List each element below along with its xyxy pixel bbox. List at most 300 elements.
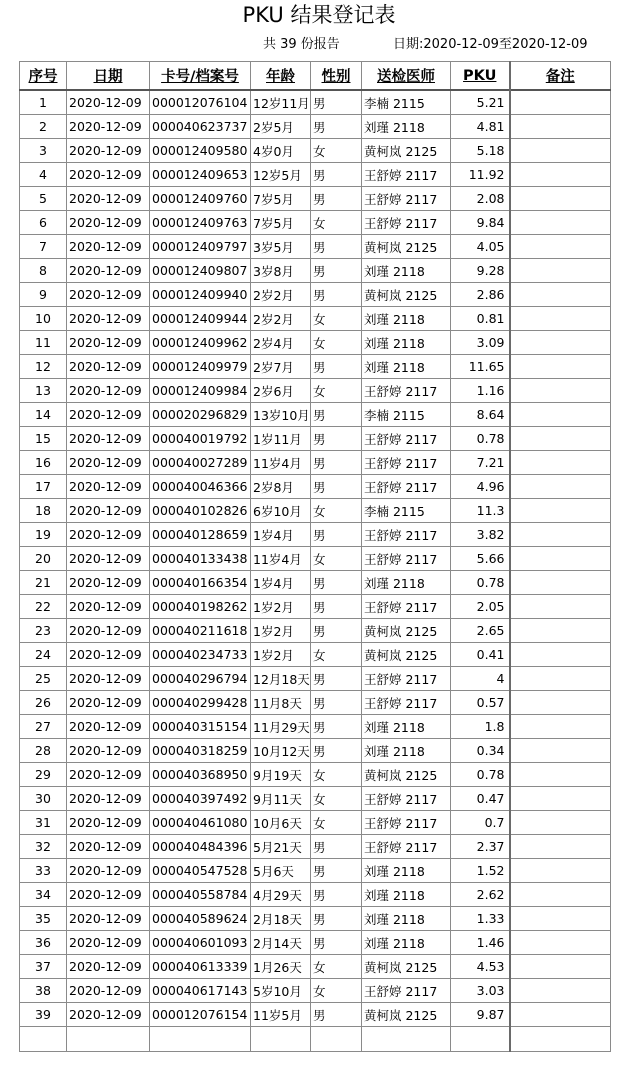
cell-remark bbox=[510, 211, 611, 235]
header-cell: 日期 bbox=[67, 62, 150, 91]
table-row bbox=[20, 235, 611, 259]
cell-doctor: 刘瑾 2118 bbox=[362, 115, 451, 139]
cell-card-number: 000012409944 bbox=[150, 307, 251, 331]
cell-index: 15 bbox=[20, 427, 67, 451]
cell-sex: 女 bbox=[311, 139, 362, 163]
cell-remark bbox=[510, 331, 611, 355]
cell-index: 23 bbox=[20, 619, 67, 643]
cell-age: 12岁5月 bbox=[251, 163, 311, 187]
cell-card-number: 000012409979 bbox=[150, 355, 251, 379]
cell-date: 2020-12-09 bbox=[67, 90, 150, 115]
cell-age: 1岁2月 bbox=[251, 619, 311, 643]
cell-age: 2岁7月 bbox=[251, 355, 311, 379]
cell-index: 29 bbox=[20, 763, 67, 787]
cell-doctor: 王舒婷 2117 bbox=[362, 787, 451, 811]
table-row bbox=[20, 547, 611, 571]
cell-pku: 9.28 bbox=[451, 259, 510, 283]
cell-card-number: 000012409984 bbox=[150, 379, 251, 403]
cell-index: 36 bbox=[20, 931, 67, 955]
cell-date: 2020-12-09 bbox=[67, 739, 150, 763]
cell-doctor: 刘瑾 2118 bbox=[362, 571, 451, 595]
cell-date: 2020-12-09 bbox=[67, 355, 150, 379]
empty-cell bbox=[362, 1027, 451, 1052]
cell-card-number: 000040133438 bbox=[150, 547, 251, 571]
empty-row bbox=[20, 1027, 611, 1052]
cell-sex: 男 bbox=[311, 115, 362, 139]
cell-date: 2020-12-09 bbox=[67, 451, 150, 475]
cell-card-number: 000040318259 bbox=[150, 739, 251, 763]
empty-cell bbox=[451, 1027, 510, 1052]
cell-age: 5月6天 bbox=[251, 859, 311, 883]
cell-card-number: 000040617143 bbox=[150, 979, 251, 1003]
cell-pku: 0.78 bbox=[451, 427, 510, 451]
cell-sex: 女 bbox=[311, 955, 362, 979]
cell-remark bbox=[510, 691, 611, 715]
cell-index: 28 bbox=[20, 739, 67, 763]
table-row bbox=[20, 259, 611, 283]
cell-remark bbox=[510, 955, 611, 979]
cell-pku: 2.37 bbox=[451, 835, 510, 859]
cell-age: 6岁10月 bbox=[251, 499, 311, 523]
cell-index: 39 bbox=[20, 1003, 67, 1027]
cell-index: 32 bbox=[20, 835, 67, 859]
cell-sex: 男 bbox=[311, 691, 362, 715]
cell-card-number: 000040296794 bbox=[150, 667, 251, 691]
cell-index: 16 bbox=[20, 451, 67, 475]
table-row bbox=[20, 667, 611, 691]
cell-sex: 男 bbox=[311, 739, 362, 763]
cell-remark bbox=[510, 835, 611, 859]
cell-pku: 0.7 bbox=[451, 811, 510, 835]
cell-pku: 5.66 bbox=[451, 547, 510, 571]
cell-date: 2020-12-09 bbox=[67, 955, 150, 979]
table-row bbox=[20, 835, 611, 859]
cell-index: 8 bbox=[20, 259, 67, 283]
cell-doctor: 刘瑾 2118 bbox=[362, 859, 451, 883]
cell-remark bbox=[510, 715, 611, 739]
cell-age: 11月8天 bbox=[251, 691, 311, 715]
cell-remark bbox=[510, 859, 611, 883]
cell-doctor: 李楠 2115 bbox=[362, 90, 451, 115]
cell-date: 2020-12-09 bbox=[67, 547, 150, 571]
cell-pku: 5.21 bbox=[451, 90, 510, 115]
cell-index: 22 bbox=[20, 595, 67, 619]
cell-card-number: 000012409760 bbox=[150, 187, 251, 211]
cell-sex: 男 bbox=[311, 523, 362, 547]
cell-pku: 1.8 bbox=[451, 715, 510, 739]
table-row bbox=[20, 595, 611, 619]
cell-age: 1岁4月 bbox=[251, 571, 311, 595]
cell-index: 12 bbox=[20, 355, 67, 379]
cell-age: 4月29天 bbox=[251, 883, 311, 907]
cell-remark bbox=[510, 90, 611, 115]
cell-pku: 2.08 bbox=[451, 187, 510, 211]
table-row bbox=[20, 571, 611, 595]
cell-date: 2020-12-09 bbox=[67, 307, 150, 331]
cell-card-number: 000040315154 bbox=[150, 715, 251, 739]
table-row bbox=[20, 715, 611, 739]
cell-pku: 0.78 bbox=[451, 571, 510, 595]
cell-remark bbox=[510, 931, 611, 955]
cell-card-number: 000012409763 bbox=[150, 211, 251, 235]
cell-sex: 男 bbox=[311, 427, 362, 451]
table-row bbox=[20, 955, 611, 979]
cell-doctor: 黄柯岚 2125 bbox=[362, 139, 451, 163]
cell-card-number: 000040589624 bbox=[150, 907, 251, 931]
cell-sex: 女 bbox=[311, 331, 362, 355]
cell-sex: 男 bbox=[311, 715, 362, 739]
empty-cell bbox=[150, 1027, 251, 1052]
cell-date: 2020-12-09 bbox=[67, 259, 150, 283]
cell-index: 26 bbox=[20, 691, 67, 715]
table-row bbox=[20, 163, 611, 187]
cell-pku: 11.65 bbox=[451, 355, 510, 379]
cell-card-number: 000040046366 bbox=[150, 475, 251, 499]
cell-age: 3岁5月 bbox=[251, 235, 311, 259]
cell-pku: 3.82 bbox=[451, 523, 510, 547]
cell-date: 2020-12-09 bbox=[67, 115, 150, 139]
table-row bbox=[20, 307, 611, 331]
cell-remark bbox=[510, 115, 611, 139]
cell-remark bbox=[510, 523, 611, 547]
cell-remark bbox=[510, 475, 611, 499]
cell-index: 6 bbox=[20, 211, 67, 235]
cell-sex: 男 bbox=[311, 667, 362, 691]
cell-card-number: 000040601093 bbox=[150, 931, 251, 955]
cell-remark bbox=[510, 571, 611, 595]
cell-card-number: 000012409653 bbox=[150, 163, 251, 187]
cell-index: 38 bbox=[20, 979, 67, 1003]
report-count: 共 39 份报告 bbox=[263, 37, 340, 52]
cell-date: 2020-12-09 bbox=[67, 979, 150, 1003]
table-row bbox=[20, 403, 611, 427]
cell-date: 2020-12-09 bbox=[67, 499, 150, 523]
table-row bbox=[20, 115, 611, 139]
cell-remark bbox=[510, 451, 611, 475]
cell-remark bbox=[510, 283, 611, 307]
cell-date: 2020-12-09 bbox=[67, 1003, 150, 1027]
cell-doctor: 王舒婷 2117 bbox=[362, 979, 451, 1003]
cell-pku: 5.18 bbox=[451, 139, 510, 163]
table-body bbox=[20, 90, 611, 1052]
cell-remark bbox=[510, 979, 611, 1003]
cell-remark bbox=[510, 643, 611, 667]
cell-card-number: 000040166354 bbox=[150, 571, 251, 595]
cell-sex: 男 bbox=[311, 835, 362, 859]
cell-age: 1岁2月 bbox=[251, 643, 311, 667]
cell-pku: 0.81 bbox=[451, 307, 510, 331]
cell-age: 2岁8月 bbox=[251, 475, 311, 499]
cell-doctor: 王舒婷 2117 bbox=[362, 547, 451, 571]
cell-age: 9月11天 bbox=[251, 787, 311, 811]
cell-pku: 2.65 bbox=[451, 619, 510, 643]
cell-pku: 8.64 bbox=[451, 403, 510, 427]
cell-index: 33 bbox=[20, 859, 67, 883]
cell-sex: 女 bbox=[311, 379, 362, 403]
cell-index: 4 bbox=[20, 163, 67, 187]
cell-date: 2020-12-09 bbox=[67, 427, 150, 451]
cell-doctor: 黄柯岚 2125 bbox=[362, 643, 451, 667]
cell-sex: 女 bbox=[311, 307, 362, 331]
cell-doctor: 刘瑾 2118 bbox=[362, 715, 451, 739]
cell-doctor: 王舒婷 2117 bbox=[362, 451, 451, 475]
table-row bbox=[20, 283, 611, 307]
results-table bbox=[19, 61, 611, 1052]
cell-index: 18 bbox=[20, 499, 67, 523]
cell-remark bbox=[510, 667, 611, 691]
table-row bbox=[20, 523, 611, 547]
cell-doctor: 王舒婷 2117 bbox=[362, 427, 451, 451]
cell-doctor: 刘瑾 2118 bbox=[362, 259, 451, 283]
cell-index: 1 bbox=[20, 90, 67, 115]
cell-sex: 男 bbox=[311, 235, 362, 259]
cell-remark bbox=[510, 595, 611, 619]
cell-date: 2020-12-09 bbox=[67, 691, 150, 715]
cell-doctor: 王舒婷 2117 bbox=[362, 667, 451, 691]
table-row bbox=[20, 475, 611, 499]
table-row bbox=[20, 427, 611, 451]
cell-pku: 1.33 bbox=[451, 907, 510, 931]
cell-doctor: 王舒婷 2117 bbox=[362, 379, 451, 403]
cell-sex: 男 bbox=[311, 355, 362, 379]
table-row bbox=[20, 331, 611, 355]
cell-age: 10月6天 bbox=[251, 811, 311, 835]
cell-index: 2 bbox=[20, 115, 67, 139]
cell-pku: 0.47 bbox=[451, 787, 510, 811]
cell-sex: 男 bbox=[311, 571, 362, 595]
cell-date: 2020-12-09 bbox=[67, 619, 150, 643]
cell-sex: 女 bbox=[311, 499, 362, 523]
cell-sex: 男 bbox=[311, 163, 362, 187]
cell-doctor: 王舒婷 2117 bbox=[362, 475, 451, 499]
cell-sex: 女 bbox=[311, 811, 362, 835]
cell-date: 2020-12-09 bbox=[67, 811, 150, 835]
cell-index: 9 bbox=[20, 283, 67, 307]
cell-remark bbox=[510, 403, 611, 427]
report-title: PKU 结果登记表 bbox=[242, 3, 396, 27]
cell-index: 5 bbox=[20, 187, 67, 211]
cell-remark bbox=[510, 499, 611, 523]
cell-doctor: 黄柯岚 2125 bbox=[362, 283, 451, 307]
cell-age: 11岁4月 bbox=[251, 451, 311, 475]
cell-remark bbox=[510, 427, 611, 451]
cell-date: 2020-12-09 bbox=[67, 163, 150, 187]
cell-age: 2岁5月 bbox=[251, 115, 311, 139]
cell-doctor: 王舒婷 2117 bbox=[362, 523, 451, 547]
table-row bbox=[20, 979, 611, 1003]
cell-remark bbox=[510, 259, 611, 283]
cell-age: 1月26天 bbox=[251, 955, 311, 979]
cell-doctor: 刘瑾 2118 bbox=[362, 883, 451, 907]
cell-date: 2020-12-09 bbox=[67, 235, 150, 259]
cell-card-number: 000040613339 bbox=[150, 955, 251, 979]
cell-doctor: 李楠 2115 bbox=[362, 499, 451, 523]
cell-card-number: 000040102826 bbox=[150, 499, 251, 523]
cell-remark bbox=[510, 811, 611, 835]
cell-age: 2月18天 bbox=[251, 907, 311, 931]
empty-cell bbox=[20, 1027, 67, 1052]
cell-pku: 11.92 bbox=[451, 163, 510, 187]
cell-card-number: 000012076104 bbox=[150, 90, 251, 115]
cell-doctor: 王舒婷 2117 bbox=[362, 211, 451, 235]
cell-doctor: 黄柯岚 2125 bbox=[362, 1003, 451, 1027]
cell-date: 2020-12-09 bbox=[67, 475, 150, 499]
cell-pku: 1.46 bbox=[451, 931, 510, 955]
cell-doctor: 李楠 2115 bbox=[362, 403, 451, 427]
cell-age: 2岁6月 bbox=[251, 379, 311, 403]
cell-age: 12岁11月 bbox=[251, 90, 311, 115]
cell-sex: 男 bbox=[311, 475, 362, 499]
cell-date: 2020-12-09 bbox=[67, 283, 150, 307]
cell-age: 11岁5月 bbox=[251, 1003, 311, 1027]
cell-date: 2020-12-09 bbox=[67, 787, 150, 811]
cell-sex: 男 bbox=[311, 931, 362, 955]
cell-date: 2020-12-09 bbox=[67, 907, 150, 931]
cell-sex: 男 bbox=[311, 883, 362, 907]
cell-date: 2020-12-09 bbox=[67, 211, 150, 235]
cell-card-number: 000012409807 bbox=[150, 259, 251, 283]
cell-doctor: 王舒婷 2117 bbox=[362, 835, 451, 859]
cell-remark bbox=[510, 187, 611, 211]
cell-sex: 女 bbox=[311, 643, 362, 667]
header-cell: 送检医师 bbox=[362, 62, 451, 91]
cell-index: 20 bbox=[20, 547, 67, 571]
cell-pku: 0.57 bbox=[451, 691, 510, 715]
header-cell: 性别 bbox=[311, 62, 362, 91]
cell-index: 17 bbox=[20, 475, 67, 499]
cell-card-number: 000040128659 bbox=[150, 523, 251, 547]
cell-doctor: 黄柯岚 2125 bbox=[362, 763, 451, 787]
cell-index: 25 bbox=[20, 667, 67, 691]
cell-index: 24 bbox=[20, 643, 67, 667]
cell-remark bbox=[510, 547, 611, 571]
cell-index: 13 bbox=[20, 379, 67, 403]
cell-remark bbox=[510, 787, 611, 811]
cell-card-number: 000012409940 bbox=[150, 283, 251, 307]
table-row bbox=[20, 619, 611, 643]
cell-pku: 11.3 bbox=[451, 499, 510, 523]
cell-index: 11 bbox=[20, 331, 67, 355]
cell-pku: 3.09 bbox=[451, 331, 510, 355]
cell-date: 2020-12-09 bbox=[67, 403, 150, 427]
report-date-range: 日期:2020-12-09至2020-12-09 bbox=[393, 37, 588, 52]
cell-pku: 0.78 bbox=[451, 763, 510, 787]
cell-pku: 4 bbox=[451, 667, 510, 691]
table-row bbox=[20, 907, 611, 931]
cell-date: 2020-12-09 bbox=[67, 331, 150, 355]
cell-date: 2020-12-09 bbox=[67, 595, 150, 619]
table-row bbox=[20, 763, 611, 787]
header-cell: 序号 bbox=[20, 62, 67, 91]
cell-index: 34 bbox=[20, 883, 67, 907]
table-row bbox=[20, 643, 611, 667]
cell-remark bbox=[510, 139, 611, 163]
cell-index: 10 bbox=[20, 307, 67, 331]
cell-card-number: 000012409962 bbox=[150, 331, 251, 355]
cell-date: 2020-12-09 bbox=[67, 139, 150, 163]
cell-card-number: 000040027289 bbox=[150, 451, 251, 475]
cell-remark bbox=[510, 355, 611, 379]
cell-age: 9月19天 bbox=[251, 763, 311, 787]
table-row bbox=[20, 931, 611, 955]
cell-age: 2岁4月 bbox=[251, 331, 311, 355]
cell-date: 2020-12-09 bbox=[67, 667, 150, 691]
cell-doctor: 黄柯岚 2125 bbox=[362, 955, 451, 979]
cell-pku: 3.03 bbox=[451, 979, 510, 1003]
cell-card-number: 000040019792 bbox=[150, 427, 251, 451]
table-row bbox=[20, 739, 611, 763]
cell-card-number: 000012076154 bbox=[150, 1003, 251, 1027]
cell-sex: 男 bbox=[311, 859, 362, 883]
header-row bbox=[20, 62, 611, 91]
cell-doctor: 王舒婷 2117 bbox=[362, 595, 451, 619]
cell-sex: 女 bbox=[311, 763, 362, 787]
cell-date: 2020-12-09 bbox=[67, 379, 150, 403]
cell-date: 2020-12-09 bbox=[67, 763, 150, 787]
cell-age: 3岁8月 bbox=[251, 259, 311, 283]
cell-sex: 男 bbox=[311, 283, 362, 307]
cell-remark bbox=[510, 379, 611, 403]
table-row bbox=[20, 1003, 611, 1027]
cell-pku: 0.41 bbox=[451, 643, 510, 667]
cell-card-number: 000040299428 bbox=[150, 691, 251, 715]
cell-doctor: 黄柯岚 2125 bbox=[362, 235, 451, 259]
cell-age: 4岁0月 bbox=[251, 139, 311, 163]
cell-sex: 女 bbox=[311, 787, 362, 811]
cell-age: 7岁5月 bbox=[251, 211, 311, 235]
header-cell: 备注 bbox=[510, 62, 611, 91]
cell-sex: 男 bbox=[311, 403, 362, 427]
cell-pku: 9.84 bbox=[451, 211, 510, 235]
cell-remark bbox=[510, 619, 611, 643]
cell-date: 2020-12-09 bbox=[67, 643, 150, 667]
table-row bbox=[20, 211, 611, 235]
cell-card-number: 000020296829 bbox=[150, 403, 251, 427]
cell-age: 11月29天 bbox=[251, 715, 311, 739]
cell-age: 5月21天 bbox=[251, 835, 311, 859]
cell-doctor: 黄柯岚 2125 bbox=[362, 619, 451, 643]
cell-age: 12月18天 bbox=[251, 667, 311, 691]
table-row bbox=[20, 859, 611, 883]
cell-pku: 2.05 bbox=[451, 595, 510, 619]
cell-age: 7岁5月 bbox=[251, 187, 311, 211]
cell-doctor: 刘瑾 2118 bbox=[362, 307, 451, 331]
cell-pku: 2.86 bbox=[451, 283, 510, 307]
table-row bbox=[20, 451, 611, 475]
cell-remark bbox=[510, 763, 611, 787]
cell-age: 1岁4月 bbox=[251, 523, 311, 547]
cell-pku: 4.05 bbox=[451, 235, 510, 259]
cell-remark bbox=[510, 1003, 611, 1027]
cell-sex: 男 bbox=[311, 90, 362, 115]
cell-pku: 0.34 bbox=[451, 739, 510, 763]
cell-date: 2020-12-09 bbox=[67, 859, 150, 883]
cell-sex: 男 bbox=[311, 1003, 362, 1027]
cell-age: 2月14天 bbox=[251, 931, 311, 955]
cell-doctor: 刘瑾 2118 bbox=[362, 331, 451, 355]
table-row bbox=[20, 811, 611, 835]
cell-index: 27 bbox=[20, 715, 67, 739]
cell-index: 30 bbox=[20, 787, 67, 811]
cell-date: 2020-12-09 bbox=[67, 571, 150, 595]
cell-index: 31 bbox=[20, 811, 67, 835]
cell-index: 35 bbox=[20, 907, 67, 931]
empty-cell bbox=[510, 1027, 611, 1052]
cell-index: 21 bbox=[20, 571, 67, 595]
table-row bbox=[20, 499, 611, 523]
cell-date: 2020-12-09 bbox=[67, 715, 150, 739]
cell-index: 3 bbox=[20, 139, 67, 163]
